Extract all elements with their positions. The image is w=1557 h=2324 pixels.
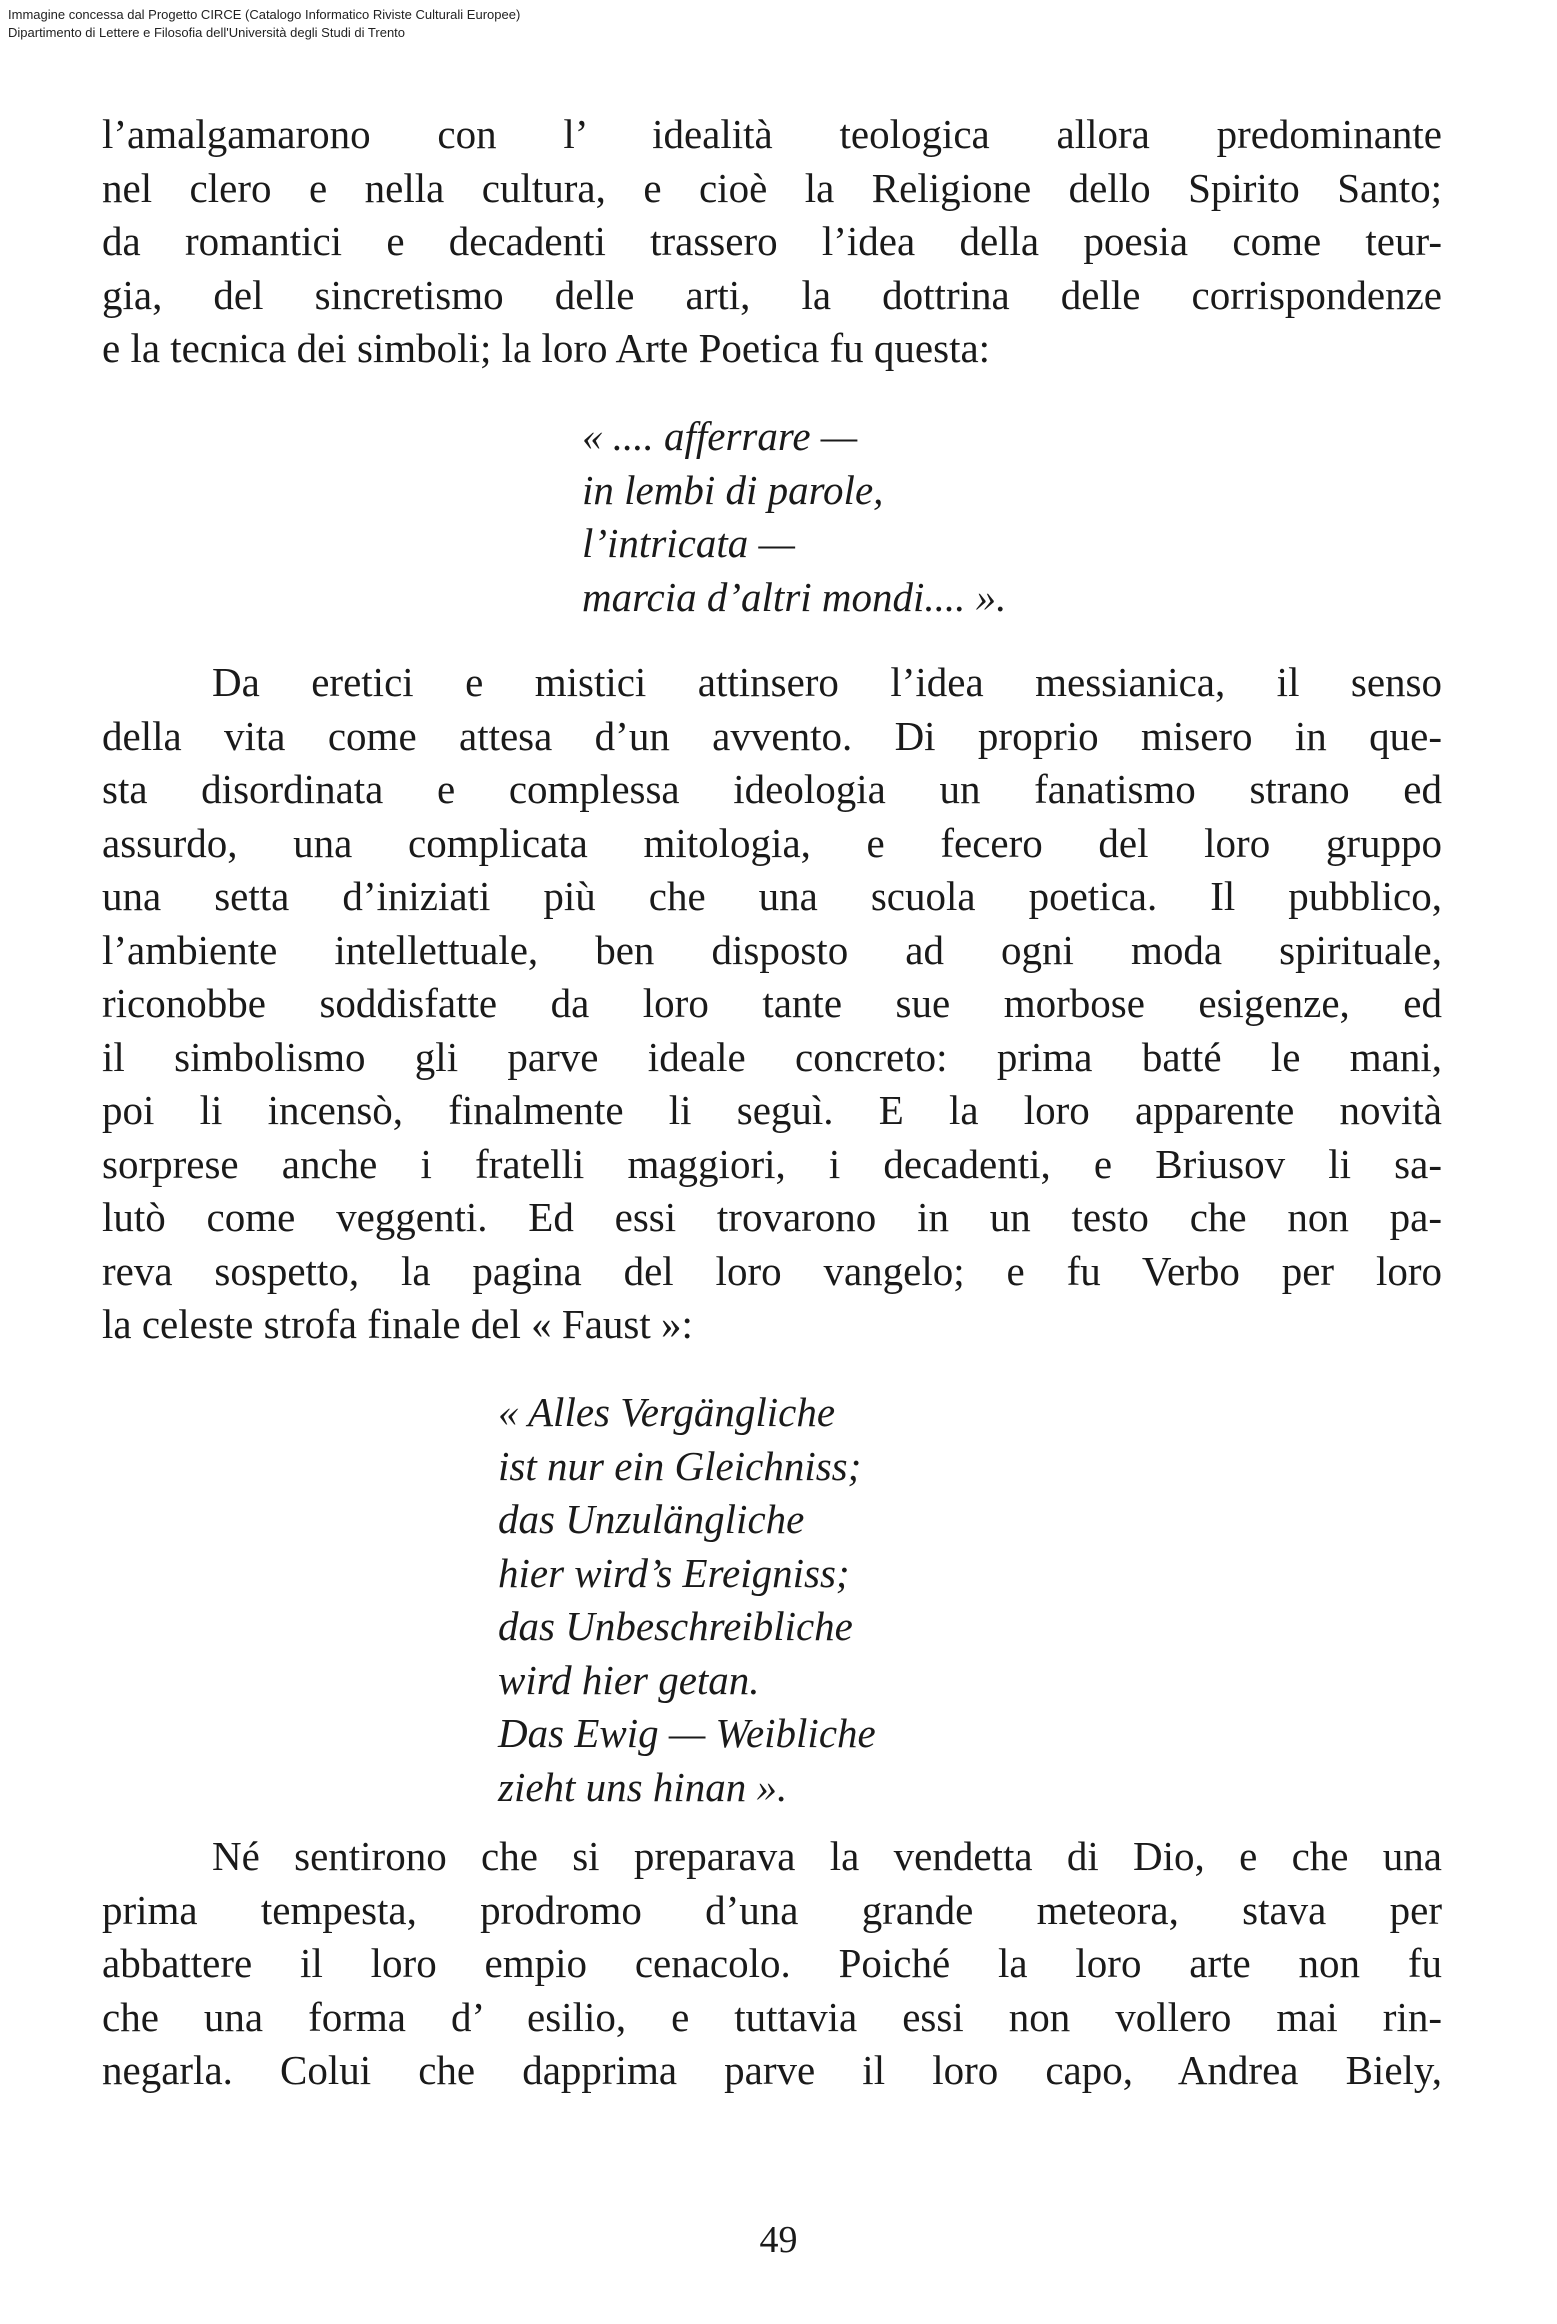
paragraph-3 [102,1830,1442,2098]
text-line: nel clero e nella cultura, e cioè la Religione dello Spirito Santo; [102,164,1442,211]
text-line: poi li incensò, finalmente li seguì. E la loro apparente novità [102,1087,1442,1133]
image-credit [8,6,520,42]
text-line: sorprese anche i fratelli maggiori, i decadenti, e Briusov li sa- [102,1140,1442,1187]
verse-line: hier wird’s Ereigniss; [498,1549,850,1596]
text-line: da romantici e decadenti trassero l’idea della poesia come teur- [102,218,1442,264]
text-line: Né sentirono che si preparava la vendetta di Dio, e che una [212,1833,1442,1879]
text-line: della vita come attesa d’un avvento. Di proprio misero in que- [102,712,1442,759]
verse-line: das Unzulängliche [498,1496,805,1542]
text-line: una setta d’iniziati più che una scuola poetica. Il pubblico, [102,873,1442,919]
verse-line: Das Ewig — Weibliche [498,1710,876,1756]
verse-line: « Alles Vergängliche [498,1389,836,1435]
text-line: la celeste strofa finale del « Faust »: [102,1301,693,1347]
verse-line: l’intricata — [582,520,795,566]
text-line: e la tecnica dei simboli; la loro Arte Poetica fu questa: [102,325,991,371]
text-line: reva sospetto, la pagina del loro vangelo; e fu Verbo per loro [102,1247,1442,1294]
verse-line: wird hier getan. [498,1656,760,1703]
text-line: che una forma d’ esilio, e tuttavia essi non vollero mai rin- [102,1993,1442,2040]
text-line: l’ambiente intellettuale, ben disposto ad ogni moda spirituale, [102,926,1442,973]
verse-line: das Unbeschreibliche [498,1603,853,1649]
verse-line: ist nur ein Gleichniss; [498,1442,862,1489]
text-line: sta disordinata e complessa ideologia un fanatismo strano ed [102,766,1442,812]
text-line: il simbolismo gli parve ideale concreto: prima batté le mani, [102,1033,1442,1080]
text-line: negarla. Colui che dapprima parve il loro capo, Andrea Biely, [102,2047,1442,2093]
verse-line: zieht uns hinan ». [498,1763,788,1810]
verse-line: marcia d’altri mondi.... ». [582,573,1007,620]
verse-line: in lembi di parole, [582,466,884,513]
credit-line-2: Dipartimento di Lettere e Filosofia dell'Università degli Studi di Trento [8,25,406,40]
verse-quote-faust [498,1386,876,1814]
text-line: lutò come veggenti. Ed essi trovarono in un testo che non pa- [102,1194,1442,1240]
text-line: assurdo, una complicata mitologia, e fecero del loro gruppo [102,819,1442,866]
text-line: riconobbe soddisfatte da loro tante sue morbose esigenze, ed [102,980,1442,1026]
credit-line-1: Immagine concessa dal Progetto CIRCE (Catalogo Informatico Riviste Culturali Europee) [8,7,521,22]
verse-quote-1 [582,410,1006,624]
text-line: prima tempesta, prodromo d’una grande meteora, stava per [102,1886,1442,1933]
text-line: gia, del sincretismo delle arti, la dottrina delle corrispondenze [102,271,1442,318]
paragraph-2 [102,656,1442,1352]
text-line: Da eretici e mistici attinsero l’idea messianica, il senso [212,659,1442,705]
paragraph-1 [102,108,1442,376]
page-number: 49 [759,2219,798,2261]
text-line: l’amalgamarono con l’ idealità teologica allora predominante [102,111,1442,157]
text-line: abbattere il loro empio cenacolo. Poiché la loro arte non fu [102,1940,1442,1986]
verse-line: « .... afferrare — [582,413,858,459]
